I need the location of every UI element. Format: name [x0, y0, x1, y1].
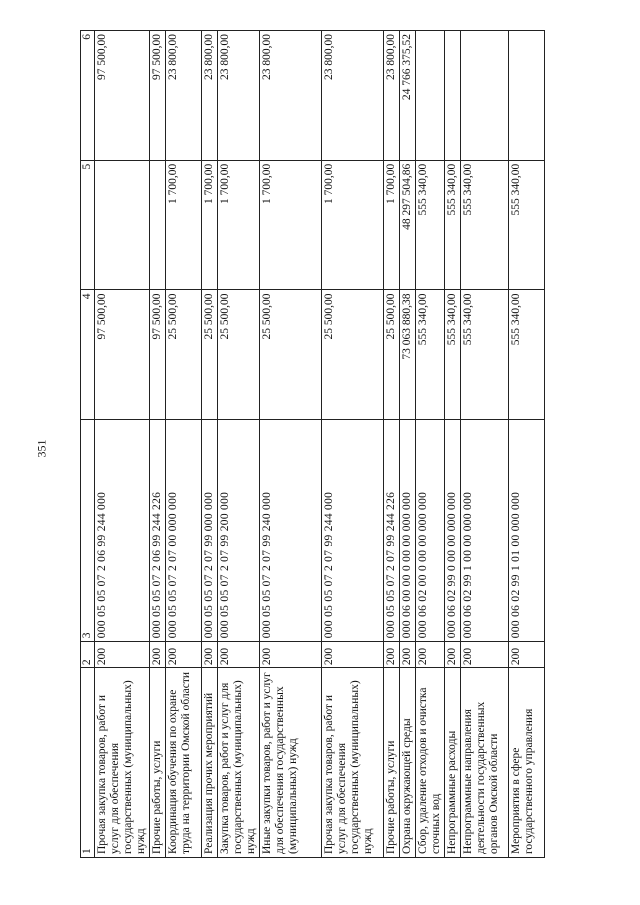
row-col-2: 200	[150, 642, 166, 668]
row-col-2: 200	[218, 642, 260, 668]
row-budget-code: 000 05 05 07 2 07 99 244 226	[384, 420, 400, 642]
row-budget-code: 000 06 02 00 0 00 00 000 000	[416, 420, 445, 642]
row-budget-code: 000 06 02 99 1 00 00 000 000	[461, 420, 509, 642]
row-col-4-amount: 25 500,00	[166, 290, 202, 420]
table-row	[95, 31, 150, 858]
table-row	[445, 31, 461, 858]
table-row	[461, 31, 509, 858]
row-col-2: 200	[445, 642, 461, 668]
row-col-6-amount: 23 800,00	[218, 31, 260, 161]
table-row	[400, 31, 416, 858]
row-name: Координация обучения по охране труда на территории Омской области	[166, 668, 202, 858]
row-col-2: 200	[509, 642, 545, 668]
row-col-4-amount: 25 500,00	[202, 290, 218, 420]
row-budget-code: 000 05 05 07 2 07 99 244 000	[322, 420, 384, 642]
table-row	[322, 31, 384, 858]
row-col-4-amount: 555 340,00	[416, 290, 445, 420]
row-col-6-amount: 97 500,00	[95, 31, 150, 161]
row-name: Реализация прочих мероприятий	[202, 668, 218, 858]
row-name: Мероприятия в сфере государственного управления	[509, 668, 545, 858]
row-name: Прочие работы, услуги	[384, 668, 400, 858]
row-col-5-amount: 1 700,00	[260, 160, 322, 290]
header-col-6: 6	[81, 31, 95, 161]
table-row	[166, 31, 202, 858]
row-name: Охрана окружающей среды	[400, 668, 416, 858]
table-row	[150, 31, 166, 858]
row-name: Непрограммные расходы	[445, 668, 461, 858]
header-row	[81, 31, 95, 858]
row-col-6-amount: 24 766 375,52	[400, 31, 416, 161]
row-col-5-amount: 1 700,00	[166, 160, 202, 290]
row-col-5-amount: 1 700,00	[218, 160, 260, 290]
table-row	[260, 31, 322, 858]
header-col-3: 3	[81, 420, 95, 642]
row-col-2: 200	[322, 642, 384, 668]
row-budget-code: 000 06 00 00 0 00 00 000 000	[400, 420, 416, 642]
row-col-4-amount: 73 063 880,38	[400, 290, 416, 420]
table-row	[509, 31, 545, 858]
row-col-4-amount: 97 500,00	[95, 290, 150, 420]
row-col-2: 200	[400, 642, 416, 668]
row-budget-code: 000 05 05 07 2 07 99 240 000	[260, 420, 322, 642]
row-col-5-amount: 48 297 504,86	[400, 160, 416, 290]
row-col-5-amount: 555 340,00	[509, 160, 545, 290]
row-col-5-amount: 1 700,00	[384, 160, 400, 290]
row-col-4-amount: 97 500,00	[150, 290, 166, 420]
row-budget-code: 000 05 05 07 2 07 99 200 000	[218, 420, 260, 642]
row-col-2: 200	[260, 642, 322, 668]
budget-table-container	[80, 30, 562, 858]
header-col-4: 4	[81, 290, 95, 420]
row-col-2: 200	[166, 642, 202, 668]
row-col-6-amount: 23 800,00	[260, 31, 322, 161]
row-col-6-amount: 97 500,00	[150, 31, 166, 161]
row-col-5-amount	[150, 160, 166, 290]
row-col-6-amount	[416, 31, 445, 161]
header-col-1: 1	[81, 668, 95, 858]
table-row	[218, 31, 260, 858]
row-name: Непрограммные направления деятельности государственных органов Омской области	[461, 668, 509, 858]
row-name: Прочая закупка товаров, работ и услуг для обеспечения государственных (муниципальных) нужд	[95, 668, 150, 858]
row-col-6-amount: 23 800,00	[166, 31, 202, 161]
row-col-4-amount: 25 500,00	[384, 290, 400, 420]
table-row	[384, 31, 400, 858]
row-col-6-amount	[509, 31, 545, 161]
table-row	[416, 31, 445, 858]
row-col-6-amount	[445, 31, 461, 161]
row-col-4-amount: 25 500,00	[322, 290, 384, 420]
row-budget-code: 000 05 05 07 2 07 99 000 000	[202, 420, 218, 642]
row-budget-code: 000 06 02 99 0 00 00 000 000	[445, 420, 461, 642]
row-budget-code: 000 05 05 07 2 06 99 244 000	[95, 420, 150, 642]
row-col-2: 200	[461, 642, 509, 668]
row-col-5-amount: 1 700,00	[202, 160, 218, 290]
row-name: Прочие работы, услуги	[150, 668, 166, 858]
row-col-2: 200	[384, 642, 400, 668]
header-col-2: 2	[81, 642, 95, 668]
row-col-5-amount: 555 340,00	[461, 160, 509, 290]
row-col-5-amount: 555 340,00	[416, 160, 445, 290]
row-col-6-amount: 23 800,00	[384, 31, 400, 161]
row-col-5-amount: 1 700,00	[322, 160, 384, 290]
header-col-5: 5	[81, 160, 95, 290]
budget-table	[80, 30, 545, 858]
table-body	[95, 31, 545, 858]
row-col-2: 200	[202, 642, 218, 668]
row-name: Закупка товаров, работ и услуг для государственных (муниципальных) нужд	[218, 668, 260, 858]
row-col-4-amount: 555 340,00	[509, 290, 545, 420]
row-col-2: 200	[95, 642, 150, 668]
page-number: 351	[34, 439, 49, 458]
row-col-4-amount: 25 500,00	[260, 290, 322, 420]
row-col-4-amount: 555 340,00	[461, 290, 509, 420]
row-budget-code: 000 06 02 99 1 01 00 000 000	[509, 420, 545, 642]
row-col-6-amount	[461, 31, 509, 161]
row-budget-code: 000 05 05 07 2 06 99 244 226	[150, 420, 166, 642]
row-col-4-amount: 25 500,00	[218, 290, 260, 420]
row-name: Иные закупки товаров, работ и услуг для обеспечения государственных (муниципальных) нужд	[260, 668, 322, 858]
row-col-5-amount	[95, 160, 150, 290]
row-col-4-amount: 555 340,00	[445, 290, 461, 420]
row-name: Прочая закупка товаров, работ и услуг для обеспечения государственных (муниципальных) нужд	[322, 668, 384, 858]
table-row	[202, 31, 218, 858]
row-budget-code: 000 05 05 07 2 07 00 000 000	[166, 420, 202, 642]
row-col-6-amount: 23 800,00	[202, 31, 218, 161]
row-col-6-amount: 23 800,00	[322, 31, 384, 161]
row-name: Сбор, удаление отходов и очистка сточных вод	[416, 668, 445, 858]
row-col-5-amount: 555 340,00	[445, 160, 461, 290]
row-col-2: 200	[416, 642, 445, 668]
